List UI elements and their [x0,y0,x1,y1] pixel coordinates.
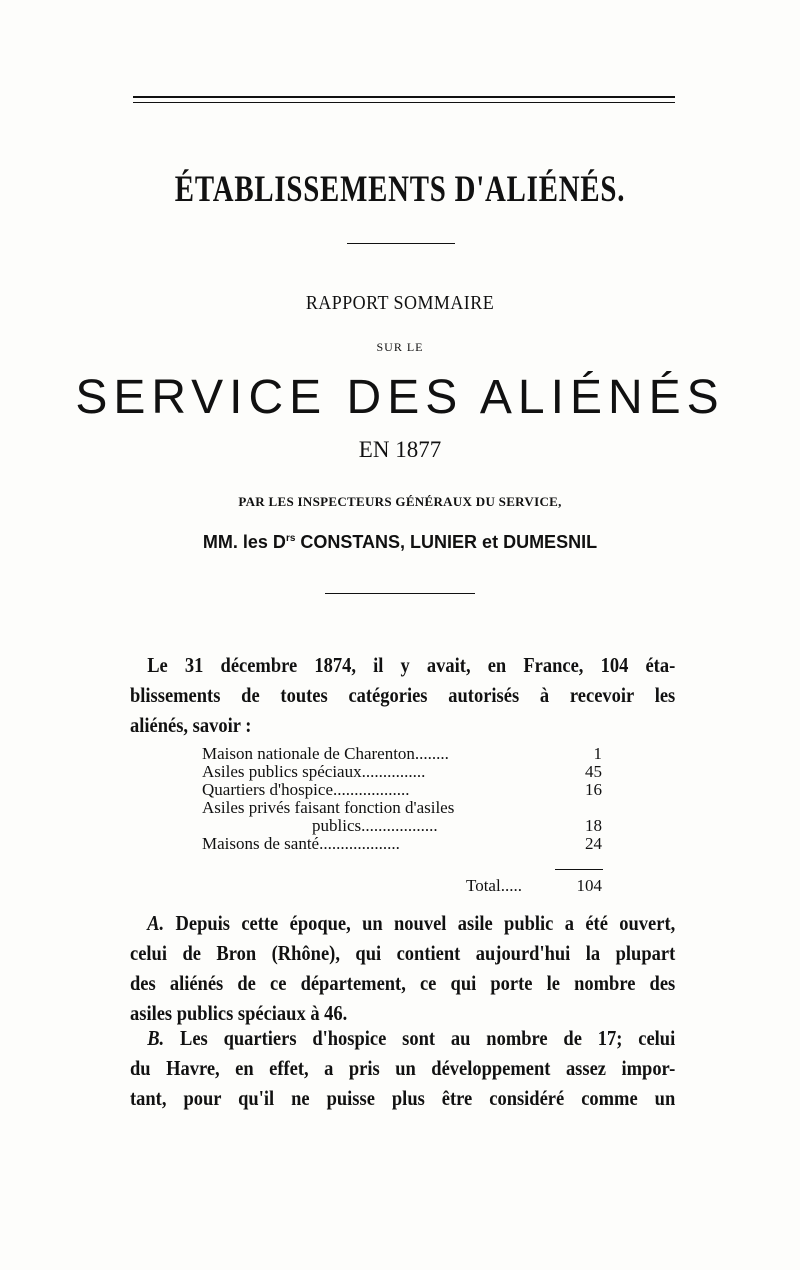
report-sur-le: SUR LE [376,340,424,354]
list-item [202,781,602,799]
list-item [202,817,602,835]
report-year: EN 1877 [358,437,442,462]
paragraph-line: du Havre, en effet, a pris un développement assez impor- [130,1056,676,1080]
sum-rule [555,869,603,870]
authors-sup: rs [285,533,296,544]
list-item [202,799,602,817]
list-item [202,835,602,853]
title-rule [347,243,455,244]
authors-names: CONSTANS, LUNIER et DUMESNIL [295,532,598,552]
paragraph-line: des aliénés de ce département, ce qui porte le nombre des [130,971,676,995]
intro-line: Le 31 décembre 1874, il y avait, en France, 104 éta- [147,653,676,677]
top-rule-thin [133,102,675,103]
list-item-value: 16 [585,780,602,799]
list-item-dots: ................... [319,835,400,853]
paragraph-line: asiles publics spéciaux à 46. [130,1001,348,1025]
list-item-value: 18 [585,816,602,835]
report-subject: SERVICE DES ALIÉNÉS [75,371,725,424]
paragraph-marker: A. [147,911,165,935]
list-item-label: publics [312,816,362,835]
list-item-label: Asiles privés faisant fonction d'asiles [202,798,455,817]
list-item-value: 24 [585,834,602,853]
total-row [466,876,602,896]
paragraph-marker: B. [147,1026,165,1050]
list-item-dots: .................. [333,781,410,799]
intro-line: blissements de toutes catégories autorisés à recevoir les [130,683,676,707]
list-item-label: Maisons de santé [202,834,320,853]
intro-paragraph [130,650,675,740]
list-item-dots: .................. [361,817,438,835]
list-item-label: Asiles publics spéciaux [202,762,362,781]
list-item-dots [454,799,572,817]
establishments-list [202,745,602,853]
report-heading: RAPPORT SOMMAIRE [305,292,495,314]
report-byline: PAR LES INSPECTEURS GÉNÉRAUX DU SERVICE, [238,494,562,509]
list-item-dots: ............... [361,763,426,781]
top-rule-thick [133,96,675,98]
intro-line: aliénés, savoir : [130,713,252,737]
list-item [202,745,602,763]
total-value: 104 [576,876,602,895]
paragraph-line [130,908,675,938]
total-label: Total..... [466,876,522,895]
list-item-value: 1 [593,744,602,763]
list-item-label: Maison nationale de Charenton [202,744,415,763]
authors-prefix: MM. les D [202,532,286,552]
list-item-label: Quartiers d'hospice [202,780,333,799]
list-item-value [572,799,602,817]
paragraph-b [130,1023,675,1113]
paragraph-a [130,908,675,1028]
paragraph-line: celui de Bron (Rhône), qui contient aujourd'hui la plupart [130,941,676,965]
report-authors [0,532,800,553]
authors-rule [325,593,475,594]
list-item [202,763,602,781]
paragraph-line [130,1023,675,1053]
paragraph-text: Les quartiers d'hospice sont au nombre de 17; celui [164,1026,676,1050]
section-title: ÉTABLISSEMENTS D'ALIÉNÉS. [174,169,626,210]
list-item-value: 45 [585,762,602,781]
list-item-dots: ........ [414,745,449,763]
paragraph-line: tant, pour qu'il ne puisse plus être considéré comme un [130,1086,676,1110]
paragraph-text: Depuis cette époque, un nouvel asile public a été ouvert, [164,911,676,935]
